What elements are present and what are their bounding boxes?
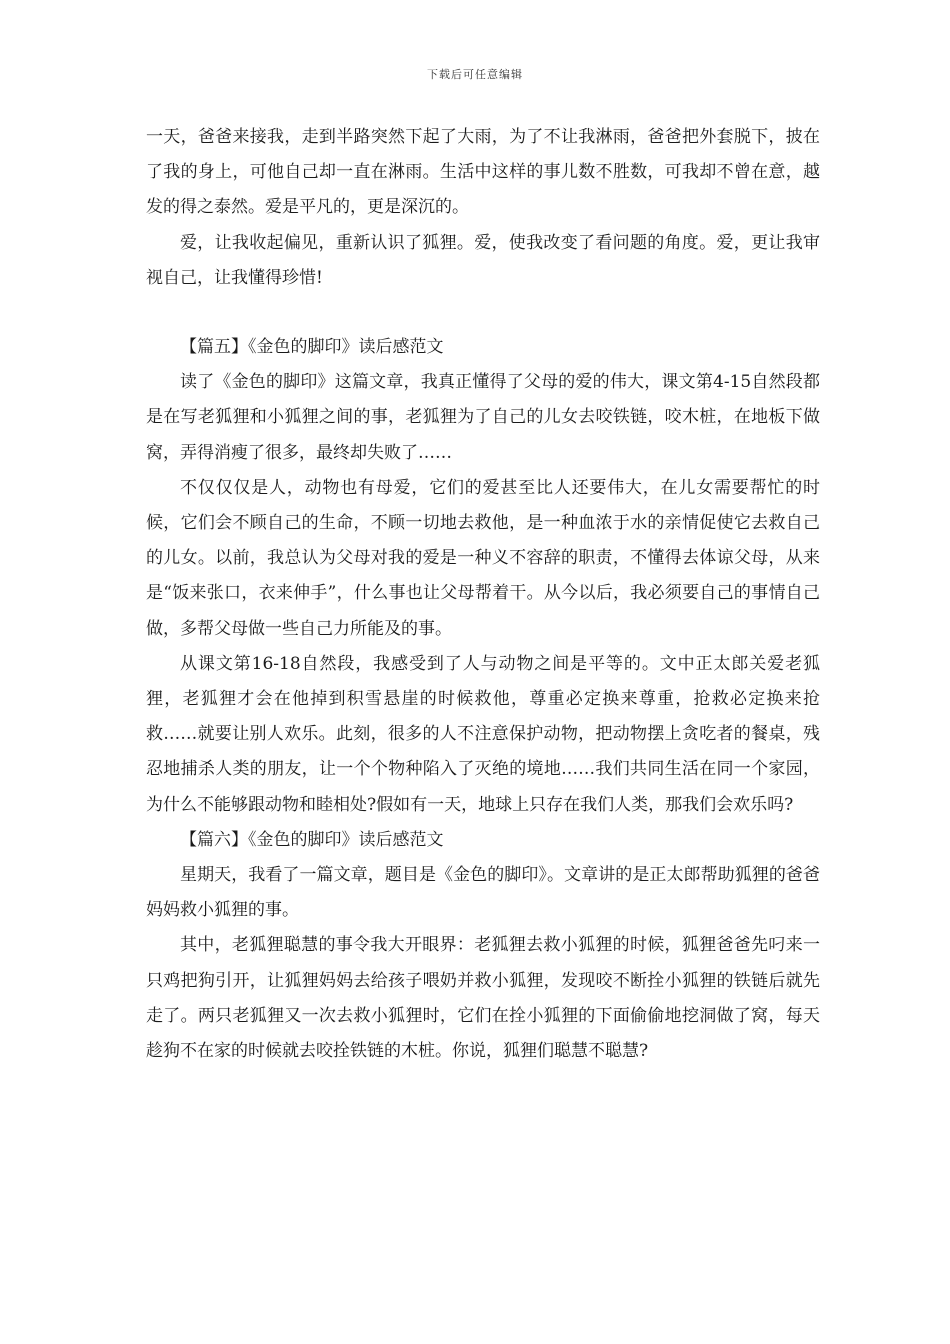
- paragraph-clever-fox: 其中，老狐狸聪慧的事令我大开眼界：老狐狸去救小狐狸的时候，狐狸爸爸先叼来一只鸡把狗引开，让狐狸妈妈去给孩子喂奶并救小狐狸，发现咬不断拴小狐狸的铁链后就先走了。两只老狐狸又一次去救小狐狸时，它们在拴小狐狸的下面偷偷地挖洞做了窝，每天趁狗不在家的时候就去咬拴铁链的木桩。你说，狐狸们聪慧不聪慧?: [146, 935, 820, 1062]
- paragraph-equality: 从课文第16-18自然段，我感受到了人与动物之间是平等的。文中正太郎关爱老狐狸，老狐狸才会在他掉到积雪悬崖的时候救他，尊重必定换来尊重，抢救必定换来抢救……就要让别人欢乐。此刻，很多的人不注意保护动物，把动物摆上贪吃者的餐桌，残忍地捕杀人类的朋友，让一个个物种陷入了灭绝的境地……我们共同生活在同一个家园，为什么不能够跟动物和睦相处?假如有一天，地球上只存在我们人类，那我们会欢乐吗?: [146, 653, 820, 815]
- paragraph-sunday: 星期天，我看了一篇文章，题目是《金色的脚印》。文章讲的是正太郎帮助狐狸的爸爸妈妈救小狐狸的事。: [146, 865, 820, 921]
- page-header: 下载后可任意编辑: [427, 68, 523, 81]
- section-heading-five: 【篇五】《金色的脚印》读后感范文: [180, 337, 444, 358]
- paragraph-read-article: 读了《金色的脚印》这篇文章，我真正懂得了父母的爱的伟大，课文第4-15自然段都是在写老狐狸和小狐狸之间的事，老狐狸为了自己的儿女去咬铁链，咬木桩，在地板下做窝，弄得消瘦了很多，最终却失败了……: [146, 372, 820, 463]
- document-body: [146, 120, 820, 1069]
- paragraph-mother-love: 不仅仅仅是人，动物也有母爱，它们的爱甚至比人还要伟大，在儿女需要帮忙的时候，它们会不顾自己的生命，不顾一切地去救他，是一种血浓于水的亲情促使它去救自己的儿女。以前，我总认为父母对我的爱是一种义不容辞的职责，不懂得去体谅父母，从来是“饭来张口，衣来伸手”，什么事也让父母帮着干。从今以后，我必须要自己的事情自己做，多帮父母做一些自己力所能及的事。: [146, 477, 820, 639]
- paragraph-love-fox: 爱，让我收起偏见，重新认识了狐狸。爱，使我改变了看问题的角度。爱，更让我审视自己，让我懂得珍惜!: [146, 232, 820, 288]
- paragraph-rain-story: 一天，爸爸来接我，走到半路突然下起了大雨，为了不让我淋雨，爸爸把外套脱下，披在了我的身上，可他自己却一直在淋雨。生活中这样的事儿数不胜数，可我却不曾在意，越发的得之泰然。爱是平凡的，更是深沉的。: [146, 127, 820, 218]
- section-heading-six: 【篇六】《金色的脚印》读后感范文: [180, 829, 444, 850]
- section-spacer: [146, 296, 820, 330]
